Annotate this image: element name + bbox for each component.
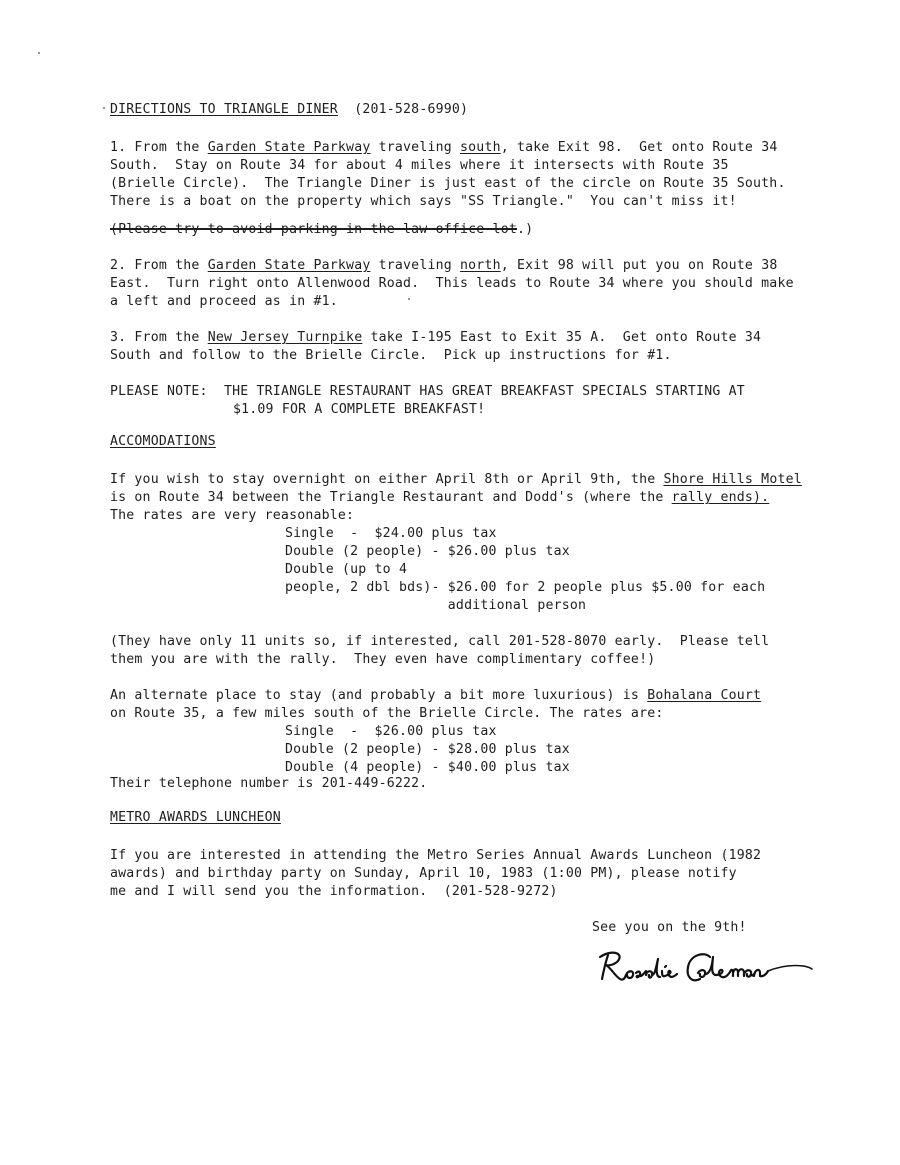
alternate-line-2: on Route 35, a few miles south of the Brielle Circle. The rates are: xyxy=(110,706,664,721)
direction-2-line-2: East. Turn right onto Allenwood Road. This leads to Route 34 where you should make xyxy=(110,276,794,291)
speck xyxy=(103,107,105,109)
turnpike-link: New Jersey Turnpike xyxy=(207,330,363,345)
note-line-1: PLEASE NOTE: THE TRIANGLE RESTAURANT HAS GREAT BREAKFAST SPECIALS STARTING AT xyxy=(110,384,745,399)
rate-line: Double (4 people) - $40.00 plus tax xyxy=(285,760,570,775)
page-title: DIRECTIONS TO TRIANGLE DINER xyxy=(110,102,338,117)
speck xyxy=(408,298,410,300)
rate-line: Double (2 people) - $28.00 plus tax xyxy=(285,742,570,757)
luncheon-heading: METRO AWARDS LUNCHEON xyxy=(110,810,281,825)
direction-2-line-1: 2. From the Garden State Parkway traveling north, Exit 98 will put you on Route 38 xyxy=(110,258,778,273)
direction-1-line-5: (Please try to avoid parking in the law office lot.) xyxy=(110,222,534,237)
telephone-line: Their telephone number is 201-449-6222. xyxy=(110,776,428,791)
title-line xyxy=(110,102,468,118)
direction-1-line-2: South. Stay on Route 34 for about 4 miles where it intersects with Route 35 xyxy=(110,158,729,173)
accommodations-line-2: is on Route 34 between the Triangle Restaurant and Dodd's (where the rally ends). xyxy=(110,490,770,505)
units-line-2: them you are with the rally. They even have complimentary coffee!) xyxy=(110,652,656,667)
luncheon-line-3: me and I will send you the information. (201-528-9272) xyxy=(110,884,558,899)
bohalana-court-name: Bohalana Court xyxy=(647,688,762,703)
direction-1-line-1: 1. From the Garden State Parkway traveling south, take Exit 98. Get onto Route 34 xyxy=(110,140,778,155)
accommodations-line-3: The rates are very reasonable: xyxy=(110,508,355,523)
motel-name: Shore Hills Motel xyxy=(663,472,802,487)
accommodations-heading: ACCOMODATIONS xyxy=(110,434,216,449)
speck xyxy=(38,52,40,54)
struck-parking-note: (Please try to avoid parking in the law office lot xyxy=(110,222,517,237)
note-label: PLEASE NOTE: xyxy=(110,384,208,399)
signature-image xyxy=(592,945,822,990)
rate-line: Single - $24.00 plus tax xyxy=(285,526,497,541)
rate-line: Single - $26.00 plus tax xyxy=(285,724,497,739)
rate-line: people, 2 dbl bds)- $26.00 for 2 people plus $5.00 for each xyxy=(285,580,766,595)
direction-3-line-2: South and follow to the Brielle Circle. Pick up instructions for #1. xyxy=(110,348,672,363)
rate-line: additional person xyxy=(285,598,587,613)
rate-line: Double (2 people) - $26.00 plus tax xyxy=(285,544,570,559)
gsp-link-1: Garden State Parkway xyxy=(207,140,371,155)
units-line-1: (They have only 11 units so, if interested, call 201-528-8070 early. Please tell xyxy=(110,634,770,649)
direction-1-line-3: (Brielle Circle). The Triangle Diner is just east of the circle on Route 35 South. xyxy=(110,176,786,191)
note-line-2: $1.09 FOR A COMPLETE BREAKFAST! xyxy=(233,402,486,417)
direction-2-line-3: a left and proceed as in #1. xyxy=(110,294,338,309)
direction-1-line-4: There is a boat on the property which says "SS Triangle." You can't miss it! xyxy=(110,194,737,209)
closing-line: See you on the 9th! xyxy=(592,920,747,935)
direction-3-line-1: 3. From the New Jersey Turnpike take I-195 East to Exit 35 A. Get onto Route 34 xyxy=(110,330,762,345)
gsp-link-2: Garden State Parkway xyxy=(207,258,371,273)
diner-phone: (201-528-6990) xyxy=(354,102,469,117)
accommodations-line-1: If you wish to stay overnight on either April 8th or April 9th, the Shore Hills Motel xyxy=(110,472,802,487)
alternate-line-1: An alternate place to stay (and probably a bit more luxurious) is Bohalana Court xyxy=(110,688,762,703)
luncheon-line-1: If you are interested in attending the Metro Series Annual Awards Luncheon (1982 xyxy=(110,848,762,863)
luncheon-line-2: awards) and birthday party on Sunday, April 10, 1983 (1:00 PM), please notify xyxy=(110,866,737,881)
rate-line: Double (up to 4 xyxy=(285,562,408,577)
